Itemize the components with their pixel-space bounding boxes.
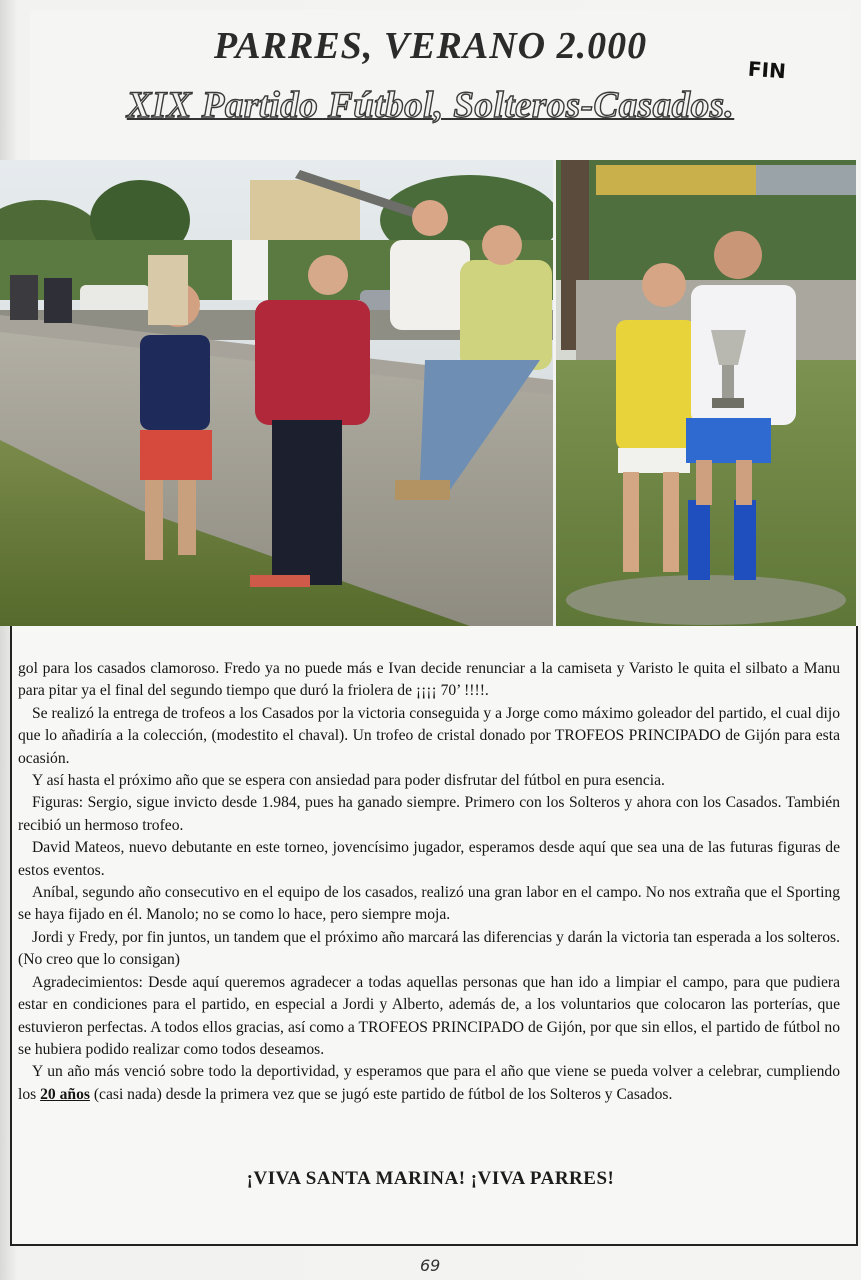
- page-title: PARRES, VERANO 2.000: [213, 25, 648, 67]
- group-photo: [0, 160, 553, 626]
- paragraph-6: Aníbal, segundo año consecutivo en el equipo de los casados, realizó una gran labor en el campo. No nos extraña que el Sporting se haya fijado en él. Manolo; no se como lo hace, pero siempre moja.: [18, 884, 840, 924]
- paragraph-9-start: Y un año más venció sobre todo la deportividad, y esperamos que para el año que viene se pueda volver a celebrar, cumpliendo los: [18, 1063, 840, 1103]
- paragraph-8: Agradecimientos: Desde aquí queremos agradecer a todas aquellas personas que han ido a limpiar el campo, para que pudiera estar en condiciones para el partido, en especial a Jordi y Alberto, además de, a los voluntarios que colocaron las porterías, que estuvieron perfectas. A todos ellos gracias, así como a TROFEOS PRINCIPADO de Gijón, por que sin ellos, el partido de fútbol no se hubiera podido realizar como todos deseamos.: [18, 973, 840, 1058]
- page-subtitle: XIX Partido Fútbol, Solteros-Casados.: [126, 85, 735, 126]
- closing-slogan: ¡VIVA SANTA MARINA! ¡VIVA PARRES!: [246, 1168, 615, 1189]
- paragraph-9-emphasis: 20 años: [40, 1085, 90, 1103]
- trophy-photo: [556, 160, 856, 628]
- handwritten-note: FIN: [747, 56, 787, 84]
- paragraph-7: Jordi y Fredy, por fin juntos, un tandem que el próximo año marcará las diferencias y darán la victoria tan esperada a los solteros. (No creo que lo consigan): [18, 928, 840, 969]
- paragraph-9: [18, 1061, 840, 1106]
- paragraph-3: Y así hasta el próximo año que se espera con ansiedad para poder disfrutar del fútbol en pura esencia.: [32, 772, 665, 790]
- page-number: 69: [420, 1256, 441, 1275]
- paragraph-5: David Mateos, nuevo debutante en este torneo, jovencísimo jugador, esperamos desde aquí que sea una de las futuras figuras de estos eventos.: [18, 839, 840, 879]
- paragraph-4: Figuras: Sergio, sigue invicto desde 1.984, pues ha ganado siempre. Primero con los Solteros y ahora con los Casados. También recibió un hermoso trofeo.: [18, 794, 840, 834]
- group-photo-illustration: [0, 160, 553, 626]
- trophy-photo-illustration: [556, 160, 856, 628]
- paragraph-9-end: (casi nada) desde la primera vez que se jugó este partido de fútbol de los Solteros y Casados.: [89, 1085, 673, 1103]
- article-body: [18, 658, 840, 1106]
- paragraph-1: gol para los casados clamoroso. Fredo ya no puede más e Ivan decide renunciar a la camiseta y Varisto le quita el silbato a Manu para pitar ya el final del segundo tiempo que duró la friolera de ¡¡¡¡ 70’ !!!!.: [18, 660, 840, 700]
- paragraph-2: Se realizó la entrega de trofeos a los Casados por la victoria conseguida y a Jorge como máximo goleador del partido, el cual dijo que lo añadiría a la colección, (modestito el chaval). Un trofeo de cristal donado por TROFEOS PRINCIPADO de Gijón para esta ocasión.: [18, 704, 840, 767]
